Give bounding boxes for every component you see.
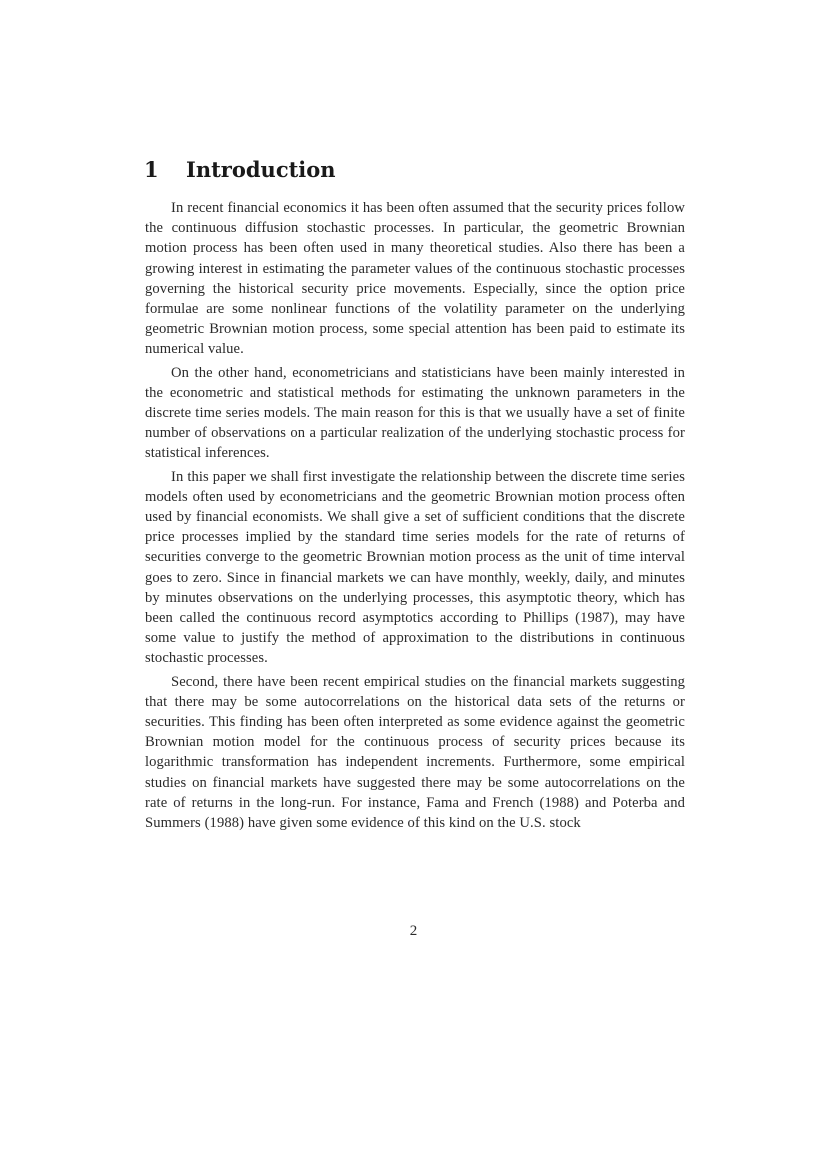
section-heading — [144, 154, 704, 186]
section-title: Introduction — [186, 157, 336, 182]
page-number: 2 — [409, 923, 418, 939]
section-number: 1 — [144, 157, 159, 182]
body-text — [145, 198, 685, 836]
paragraph: Second, there have been recent empirical studies on the financial markets suggesting that there may be some autocorrelations on the historical data sets of the returns or securities. This finding has been often interpreted as some evidence against the geometric Brownian motion model for the continuous process of security prices because its logarithmic transformation has independent increments. Furthermore, some empirical studies on financial markets have suggested there may be some autocorrelations on the rate of returns in the long-run. For instance, Fama and French (1988) and Poterba and Summers (1988) have given some evidence of this kind on the U.S. stock — [145, 673, 685, 832]
paragraph: In this paper we shall first investigate the relationship between the discrete time series models often used by econometricians and the geometric Brownian motion process often used by financial economists. We shall give a set of sufficient conditions that the discrete price processes implied by the standard time series models for the rate of returns of securities converge to the geometric Brownian motion process as the unit of time interval goes to zero. Since in financial markets we can have monthly, weekly, daily, and minutes by minutes observations on the underlying processes, this asymptotic theory, which has been called the continuous record asymptotics according to Phillips (1987), may have some value to justify the method of approximation to the distributions in continuous stochastic processes. — [145, 468, 685, 667]
paragraph: On the other hand, econometricians and statisticians have been mainly interested in the econometric and statistical methods for estimating the unknown parameters in the discrete time series models. The main reason for this is that we usually have a set of finite number of observations on a particular realization of the underlying stochastic process for statistical inferences. — [145, 364, 685, 462]
paragraph: In recent financial economics it has been often assumed that the security prices follow the continuous diffusion stochastic processes. In particular, the geometric Brownian motion process has been often used in many theoretical studies. Also there has been a growing interest in estimating the parameter values of the continuous stochastic processes governing the historical security price movements. Especially, since the option price formulae are some nonlinear functions of the volatility parameter on the underlying geometric Brownian motion process, some special attention has been paid to estimate its numerical value. — [145, 200, 685, 358]
